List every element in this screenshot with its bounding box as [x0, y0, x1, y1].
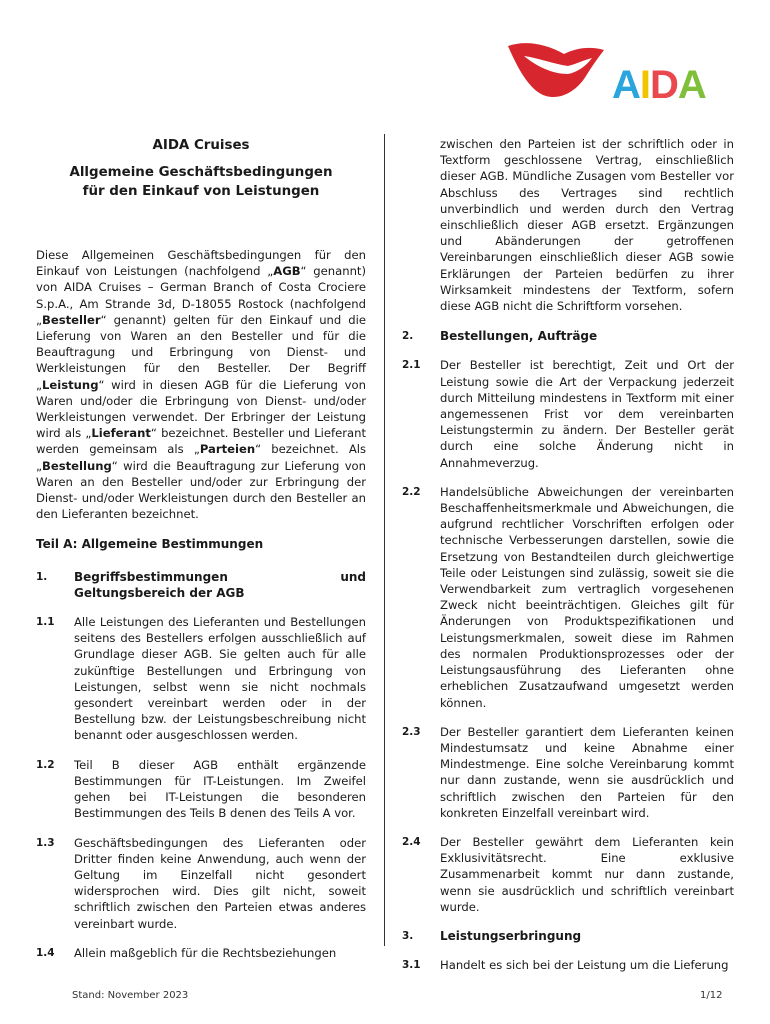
title-line-3: für den Einkauf von Leistungen [82, 184, 320, 199]
clause-number: 1.2 [36, 758, 55, 771]
clause-text: Der Besteller garantiert dem Lieferanten keinen Mindestumsatz und keine Abnahme einer Mindestmenge. Eine solche Vereinbarung kommt nur dann zustande, wenn sie ausdrücklich und schriftlich zwischen den Parteien für den konkreten Einzelfall vereinbart wird. [440, 724, 734, 820]
clause-1-4 [36, 945, 366, 961]
section-number: 2. [402, 330, 414, 343]
clause-1-2 [36, 757, 366, 822]
section-2 [402, 328, 734, 344]
clause-1-4-continued [402, 136, 734, 314]
right-column [402, 136, 734, 973]
clause-number: 2.4 [402, 835, 421, 848]
document-title [36, 136, 366, 201]
clause-text: Der Besteller gewährt dem Lieferanten kein Exklusivitätsrecht. Eine exklusive Zusammenarbeit kommt nur dann zustande, wenn sie ausdrücklich und schriftlich vereinbart wurde. [440, 834, 734, 914]
title-line-2: Allgemeine Geschäftsbedingungen [69, 165, 333, 180]
section-title: Leistungserbringung [440, 928, 582, 943]
clause-text: Allein maßgeblich für die Rechtsbeziehungen [74, 945, 337, 960]
clause-1-3 [36, 835, 366, 932]
section-heading-teil-a: Teil A: Allgemeine Bestimmungen [36, 537, 264, 552]
clause-2-3 [402, 724, 734, 821]
clause-number: 2.3 [402, 725, 421, 738]
section-1 [36, 569, 366, 601]
section-title: Begriffsbestimmungen und Geltungsbereich der AGB [74, 569, 366, 600]
clause-number: 1.1 [36, 616, 55, 629]
title-line-1: AIDA Cruises [152, 138, 250, 153]
clause-2-1 [402, 357, 734, 470]
section-title: Bestellungen, Aufträge [440, 329, 598, 344]
clause-text: Alle Leistungen des Lieferanten und Bestellungen seitens des Bestellers erfolgen ausschließlich auf Grundlage dieser AGB. Sie gelten auch für alle zukünftige Bestellungen und Erbringung von Leistungen, selbst wenn sie nicht nochmals gesondert vereinbart werden oder in der Bestellung bzw. der Leistungsbeschreibung nicht benannt oder ausgeschlossen werden. [74, 615, 366, 743]
intro-paragraph: Diese Allgemeinen Geschäftsbedingungen für den Einkauf von Leistungen (nachfolgend „AGB“ genannt) von AIDA Cruises – German Branch of Costa Crociere S.p.A., Am Strande 3d, D-18055 Rostock (nachfolgend „Besteller“ genannt) gelten für den Einkauf und die Lieferung von Waren an den Besteller und für die Beauftragung und Erbringung von Dienst- und Werkleistungen für den Besteller. Der Begriff „Leistung“ wird in diesen AGB für die Lieferung von Waren und/oder die Erbringung von Dienst- und/oder Werkleistungen verwendet. Der Erbringer der Leistung wird als „Lieferant“ bezeichnet. Besteller und Lieferant werden gemeinsam als „Parteien“ bezeichnet. Als „Bestellung“ wird die Beauftragung zur Lieferung von Waren an den Besteller und/oder zur Erbringung der Dienst- und/oder Werkleistungen durch den Besteller an den Lieferanten bezeichnet. [36, 248, 367, 522]
section-number: 1. [36, 570, 48, 583]
section-3 [402, 928, 734, 944]
column-divider [384, 134, 385, 946]
section-number: 3. [402, 929, 414, 942]
clause-text: Handelsübliche Abweichungen der vereinbarten Beschaffenheitsmerkmale und Abweichungen, die aufgrund rechtlicher Vorschriften erfolgen oder technische Verbesserungen darstellen, sowie die Ersetzung von Bestandteilen durch gleichwertige Teile oder Leistungen sind zulässig, soweit sie die Verwendbarkeit zum vertraglich vorgesehenen Zweck nicht beeinträchtigen. Gleiches gilt für Änderungen von Produktspezifikationen und Leistungsmerkmalen, soweit diese im Rahmen des normalen Produktionsprozesses oder der Leistungsausführung des Lieferanten ohne erheblichen Zusatzaufwand umgesetzt werden können. [440, 484, 734, 710]
clause-number: 2.1 [402, 359, 421, 372]
clause-text: Teil B dieser AGB enthält ergänzende Bestimmungen für IT-Leistungen. Im Zweifel gehen bei IT-Leistungen die besonderen Bestimmungen des Teils B denen des Teils A vor. [74, 757, 366, 821]
footer-page-number: 1/12 [700, 990, 723, 1001]
clause-text: Geschäftsbedingungen des Lieferanten oder Dritter finden keine Anwendung, auch wenn der Geltung im Einzelfall nicht gesondert widersprochen wird. Dies gilt nicht, soweit schriftlich zwischen den Parteien etwas anderes vereinbart wurde. [74, 835, 366, 931]
clause-1-1 [36, 614, 366, 744]
left-column [36, 136, 366, 961]
clause-number: 3.1 [402, 959, 421, 972]
clause-number: 1.3 [36, 836, 55, 849]
clause-2-4 [402, 834, 734, 915]
logo-text: AIDA [612, 63, 706, 107]
clause-text: Der Besteller ist berechtigt, Zeit und Ort der Leistung sowie die Art der Verpackung jederzeit durch Mitteilung mindestens in Textform mit einer angemessenen Frist vor dem vereinbarten Leistungstermin zu ändern. Der Besteller gerät durch eine solche Änderung nicht in Annahmeverzug. [440, 358, 734, 470]
aida-logo [506, 40, 736, 110]
clause-3-1 [402, 957, 734, 973]
clause-number: 1.4 [36, 946, 55, 959]
clause-text: zwischen den Parteien ist der schriftlich oder in Textform geschlossene Vertrag, einschließlich dieser AGB. Mündliche Zusagen vom Besteller vor Abschluss des Vertrages sind rechtlich unverbindlich und werden durch den Vertrag einschließlich dieser AGB ersetzt. Ergänzungen und Abänderungen der getroffenen Vereinbarungen einschließlich dieser AGB sowie Erklärungen der Parteien bedürfen zu ihrer Wirksamkeit mindestens der Textform, sofern diese AGB nicht die Schriftform vorsehen. [440, 137, 734, 314]
footer-stand: Stand: November 2023 [72, 990, 189, 1001]
clause-number: 2.2 [402, 485, 421, 498]
clause-2-2 [402, 484, 734, 711]
clause-text: Handelt es sich bei der Leistung um die Lieferung [440, 958, 729, 973]
